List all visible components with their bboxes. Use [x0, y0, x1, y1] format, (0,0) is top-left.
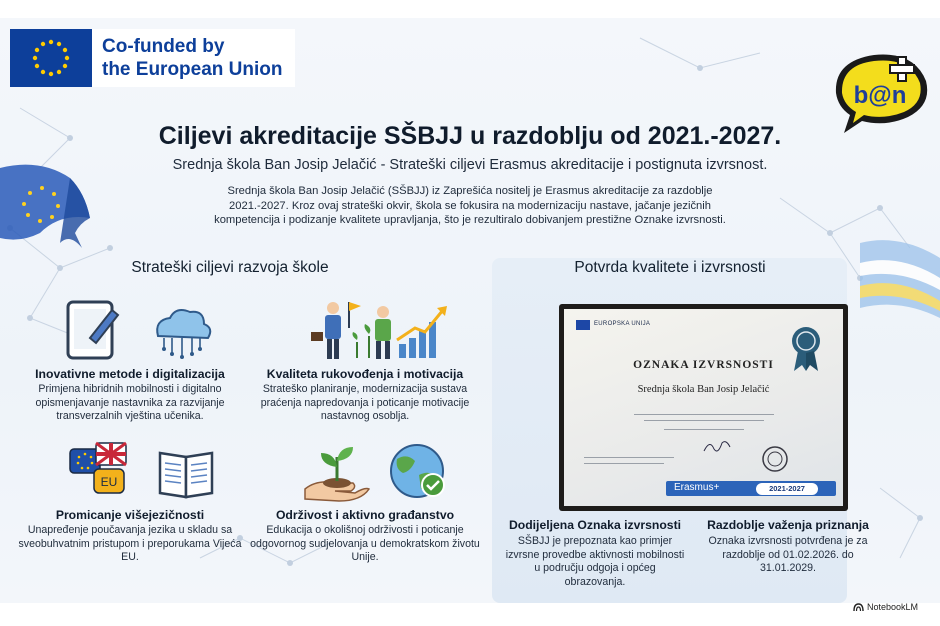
eu-banner-line2: the European Union [102, 59, 283, 80]
page-title: Ciljevi akreditacije SŠBJJ u razdoblju od 2021.-2027. [158, 122, 782, 150]
eu-flag-decoration [0, 165, 90, 248]
fact-title: Razdoblje važenja priznanja [707, 518, 869, 532]
eu-banner-line1: Co-funded by [102, 36, 225, 57]
quality-heading: Potvrda kvalitete i izvrsnosti [574, 259, 766, 276]
goal-text: Strateško planiranje, modernizacija sustava praćenja napredovanja i poticanje motivacije nastavnog osoblja. [260, 383, 470, 423]
certificate-school: Srednja škola Ban Josip Jelačić [637, 384, 770, 395]
notebooklm-icon [853, 603, 864, 612]
logo-text: b@n [853, 82, 907, 109]
certificate-issuer: EUROPSKA UNIJA [594, 321, 651, 327]
goal-text: Edukacija o okolišnoj održivosti i poticanje odgovornog sudjelovanja u demokratskom životu Unije. [250, 524, 480, 564]
eu-cofunded-banner [10, 29, 295, 87]
goal-title: Održivost i aktivno građanstvo [275, 508, 455, 522]
striped-flag-decoration [860, 240, 940, 318]
goal-digitalization [15, 298, 245, 424]
page-subtitle: Srednja škola Ban Josip Jelačić - Strateški ciljevi Erasmus akreditacije i postignuta izvrsnost. [172, 157, 768, 173]
goal-title: Promicanje višejezičnosti [55, 508, 205, 522]
intro-text: Srednja škola Ban Josip Jelačić (SŠBJJ) iz Zaprešića nositelj je Erasmus akreditacije za razdoblje 2021.-2027. Kroz ovaj strateški okvir, škola se fokusira na modernizaciju nastave, jačanje jezičnih kompetencija i podizanje kvalitete upravljanja, što je rezultiralo dobivanjem prestižne Oznake izvrsnosti. [214, 185, 726, 227]
stamp-icon [760, 444, 790, 474]
goal-sustainability [250, 439, 480, 565]
signature-icon [702, 437, 732, 457]
plant-hand-icon [265, 439, 465, 503]
fact-validity [703, 518, 873, 576]
goal-text: Primjena hibridnih mobilnosti i digitalno opismenjavanje nastavnika za razvijanje transverzalnih vještina učenika. [35, 383, 225, 423]
certificate-eu-flag-icon [576, 320, 590, 330]
goal-title: Inovativne metode i digitalizacija [35, 367, 225, 381]
fact-awarded [505, 518, 685, 589]
certificate-image [564, 309, 843, 506]
goal-title: Kvaliteta rukovođenja i motivacija [266, 367, 464, 381]
certificate-title: OZNAKA IZVRSNOSTI [633, 359, 774, 371]
fact-text: SŠBJJ je prepoznata kao primjer izvrsne provedbe aktivnosti mobilnosti u području odgoja i općeg obrazovanja. [505, 535, 685, 588]
eu-flag-icon [10, 29, 92, 87]
notebooklm-watermark [853, 602, 918, 612]
tablet-pen-icon [30, 298, 230, 362]
erasmus-label: Erasmus+ [674, 482, 720, 493]
notebooklm-label: NotebookLM [867, 602, 919, 612]
leadership-growth-icon [265, 298, 465, 362]
goals-heading: Strateški ciljevi razvoja škole [131, 259, 329, 276]
goal-text: Unapređenje poučavanja jezika u skladu sa sveobuhvatnim pristupom i preporukama Vijeća EU. [18, 524, 242, 564]
erasmus-years: 2021-2027 [756, 483, 818, 495]
fact-title: Dodijeljena Oznaka izvrsnosti [508, 518, 682, 532]
language-flags-icon [30, 439, 230, 503]
flag-badge-text: EU [100, 475, 118, 489]
goal-leadership [250, 298, 480, 424]
goal-multilingualism [15, 439, 245, 565]
infographic [0, 18, 940, 603]
fact-text: Oznaka izvrsnosti potvrđena je za razdoblje od 01.02.2026. do 31.01.2029. [708, 535, 868, 575]
